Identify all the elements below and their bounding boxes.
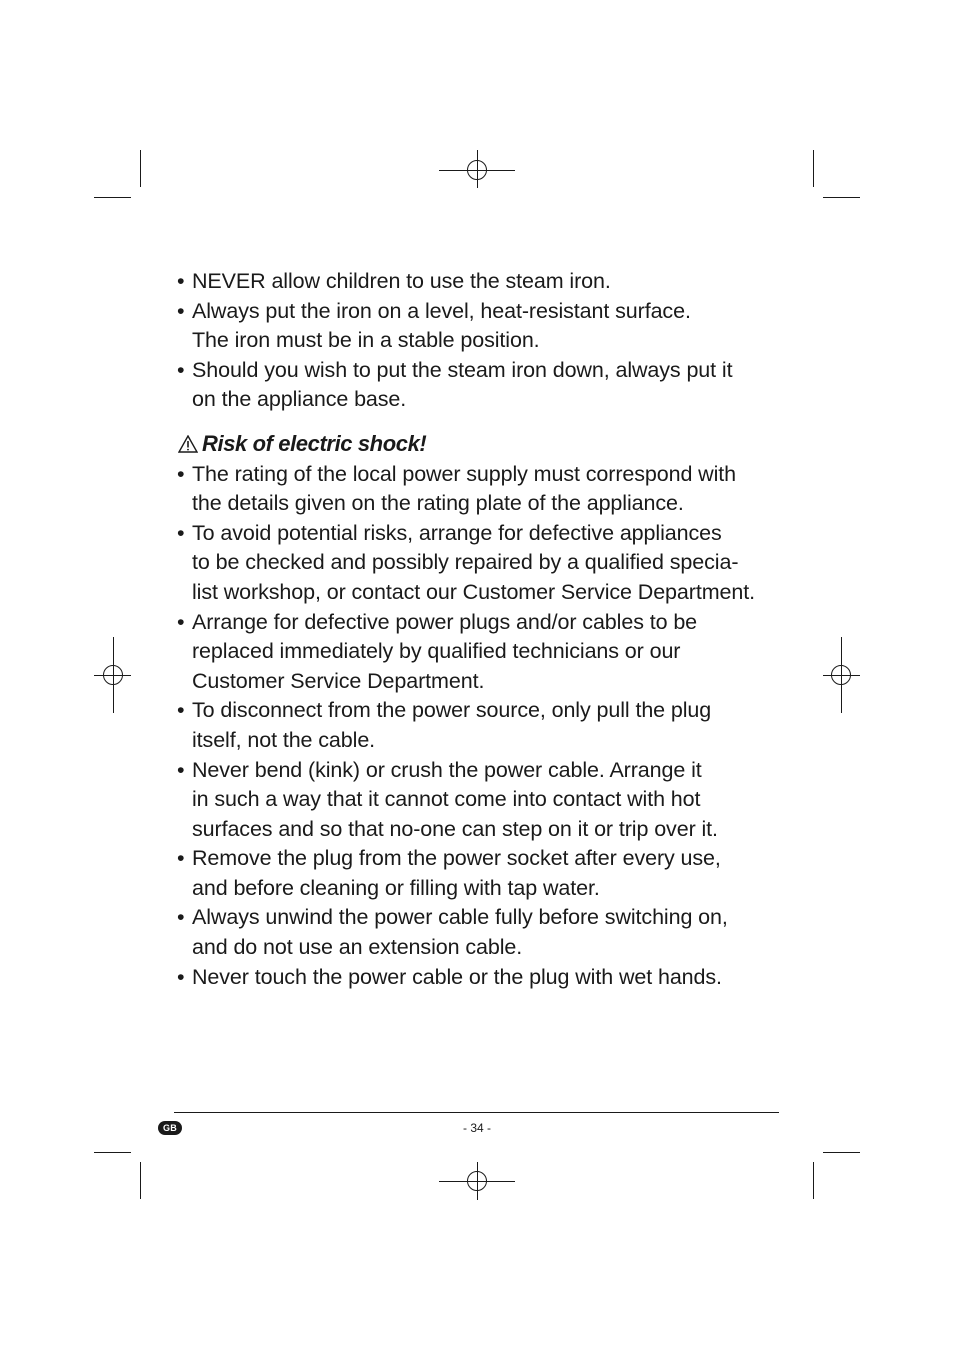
list-item-text: Always unwind the power cable fully before switching on, and do not use an extension cable. (192, 905, 728, 960)
page-number: - 34 - (462, 1121, 491, 1135)
warning-triangle-icon (178, 435, 198, 453)
section-heading (176, 429, 786, 459)
list-item-text: Never touch the power cable or the plug with wet hands. (192, 964, 722, 989)
list-item (176, 903, 786, 962)
list-item (176, 756, 786, 845)
list-item (176, 844, 786, 903)
list-item (176, 356, 786, 415)
list-item (176, 963, 786, 993)
list-item (176, 297, 786, 356)
crop-mark (140, 1162, 141, 1199)
page-content (176, 267, 786, 992)
list-item-text: Always put the iron on a level, heat-resistant surface. The iron must be in a stable position. (192, 298, 691, 353)
bullet-icon: • (177, 698, 185, 723)
crop-mark (94, 197, 131, 198)
list-item-text: To disconnect from the power source, only pull the plug itself, not the cable. (192, 698, 712, 752)
list-item (176, 460, 786, 519)
bullet-icon: • (177, 846, 185, 871)
bullet-icon: • (177, 964, 185, 989)
list-item (176, 696, 786, 755)
bullet-icon: • (177, 357, 185, 382)
bullet-list (176, 267, 786, 415)
crop-mark (94, 1152, 131, 1153)
bullet-icon: • (177, 757, 185, 782)
list-item-text: To avoid potential risks, arrange for defective appliances to be checked and possibly repaired by a qualified specia- list workshop, or contact our Customer Service Department. (192, 520, 755, 604)
registration-mark-icon (467, 160, 487, 180)
bullet-icon: • (177, 461, 185, 486)
crop-mark (140, 150, 141, 187)
registration-mark-icon (831, 665, 851, 685)
bullet-icon: • (177, 298, 185, 323)
list-item-text: Never bend (kink) or crush the power cable. Arrange it in such a way that it cannot come into contact with hot surfaces and so that no-one can step on it or trip over it. (192, 757, 718, 841)
bullet-icon: • (177, 520, 185, 545)
registration-mark-icon (467, 1171, 487, 1191)
bullet-list (176, 460, 786, 993)
list-item-text: Should you wish to put the steam iron down, always put it on the appliance base. (192, 357, 733, 412)
language-badge: GB (158, 1121, 182, 1135)
crop-mark (813, 150, 814, 187)
crop-mark (813, 1162, 814, 1199)
list-item (176, 519, 786, 608)
list-item (176, 608, 786, 697)
bullet-icon: • (177, 609, 185, 634)
list-item-text: Remove the plug from the power socket after every use, and before cleaning or filling with tap water. (192, 846, 721, 900)
crop-mark (823, 1152, 860, 1153)
list-item-text: Arrange for defective power plugs and/or cables to be replaced immediately by qualified technicians or our Customer Service Department. (192, 609, 698, 693)
section-heading-text: Risk of electric shock! (202, 430, 427, 456)
crop-mark (823, 197, 860, 198)
bullet-icon: • (177, 269, 185, 293)
footer-divider (174, 1112, 779, 1113)
registration-mark-icon (103, 665, 123, 685)
list-item-text: The rating of the local power supply must correspond with the details given on the rating plate of the appliance. (192, 461, 737, 516)
list-item (176, 267, 786, 297)
list-item-text: NEVER allow children to use the steam iron. (192, 269, 611, 293)
bullet-icon: • (177, 905, 185, 930)
